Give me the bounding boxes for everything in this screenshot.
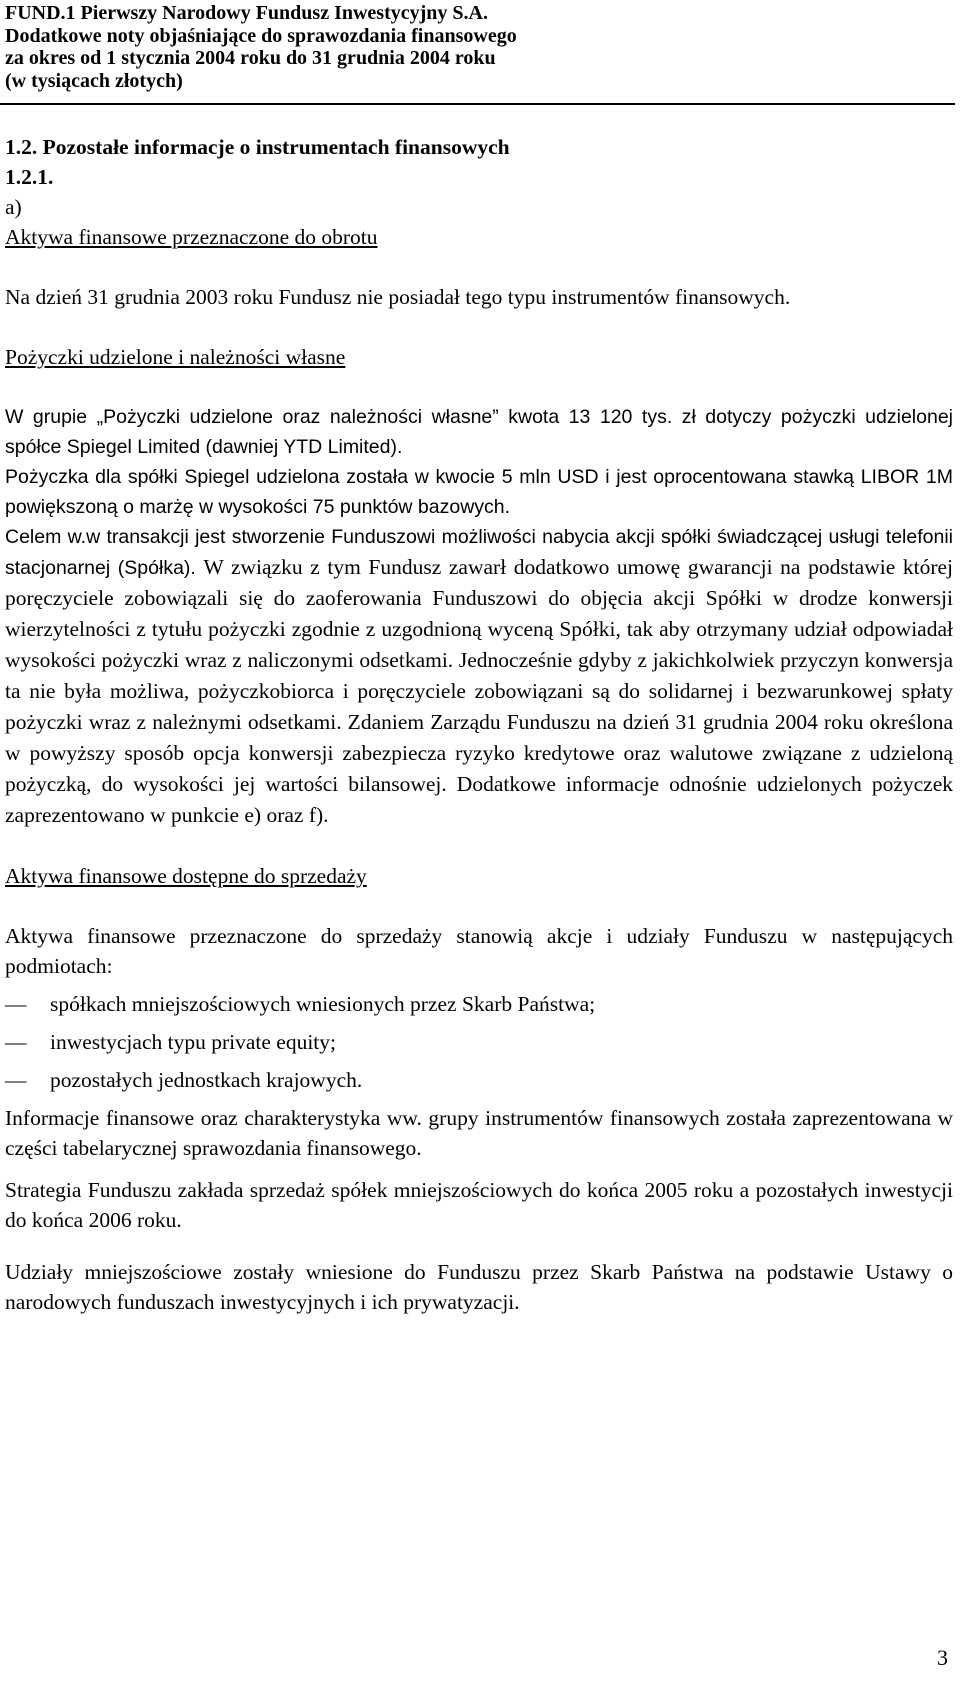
document-body [5,132,953,1317]
loans-paragraph-3 [5,522,953,831]
section-heading: 1.2. Pozostałe informacje o instrumentach finansowych [5,135,510,159]
trading-assets-text: Na dzień 31 grudnia 2003 roku Fundusz nie posiadał tego typu instrumentów finansowych. [5,285,791,309]
list-item [5,1027,953,1057]
afs-intro: Aktywa finansowe przeznaczone do sprzedaży stanowią akcje i udziały Funduszu w następujących podmiotach: [5,924,953,978]
loans-paragraph-2: Pożyczka dla spółki Spiegel udzielona została w kwocie 5 mln USD i jest oprocentowana stawką LIBOR 1M powiększoną o marżę w wysokości 75 punktów bazowych. [5,466,953,518]
header-units: (w tysiącach złotych) [5,69,183,92]
document-header [5,2,955,92]
header-company: FUND.1 Pierwszy Narodowy Fundusz Inwestycyjny S.A. [5,2,488,24]
afs-shares-paragraph: Udziały mniejszościowe zostały wniesione do Funduszu przez Skarb Państwa na podstawie Ustawy o narodowych funduszach inwestycyjnych i ich prywatyzacji. [5,1260,953,1314]
dash-bullet-icon: — [5,992,27,1016]
loans-paragraph-3b: W związku z tym Fundusz zawarł dodatkowo umowę gwarancji na podstawie której poręczyciele zobowiązali się do zaoferowania Funduszowi do objęcia akcji Spółki w drodze konwersji wierzytelności z tytułu pożyczki zgodnie z uzgodnioną wyceną Spółki, tak aby otrzymany udział odpowiadał wysokości pożyczki wraz z naliczonymi odsetkami. Jednocześnie gdyby z jakichkolwiek przyczyn konwersja ta nie była możliwa, pożyczkobiorca i poręczyciele zobowiązani są do solidarnej i bezwarunkowej spłaty pożyczki wraz z należnymi odsetkami. Zdaniem Zarządu Funduszu na dzień 31 grudnia 2004 roku określona w powyższy sposób opcja konwersji zabezpiecza ryzyko kredytowe oraz walutowe związane z udzieloną pożyczką, do wysokości jej wartości bilansowej. Dodatkowe informacje odnośnie udzielonych pożyczek zaprezentowano w punkcie e) oraz f). [5,555,953,827]
loans-paragraph-1: W grupie „Pożyczki udzielone oraz należności własne” kwota 13 120 tys. zł dotyczy pożyczki udzielonej spółce Spiegel Limited (dawniej YTD Limited). [5,406,953,458]
trading-assets-title: Aktywa finansowe przeznaczone do obrotu [5,225,378,249]
loans-title: Pożyczki udzielone i należności własne [5,345,346,369]
list-item [5,989,953,1019]
subsection-number: 1.2.1. [5,165,54,189]
dash-bullet-icon: — [5,1068,27,1092]
subsection-letter: a) [5,195,22,219]
afs-info-paragraph: Informacje finansowe oraz charakterystyka ww. grupy instrumentów finansowych została zaprezentowana w części tabelarycznej sprawozdania finansowego. [5,1106,953,1160]
loans-section [5,402,953,831]
list-item [5,1065,953,1095]
header-doc-title: Dodatkowe noty objaśniające do sprawozdania finansowego [5,24,517,47]
header-period: za okres od 1 stycznia 2004 roku do 31 grudnia 2004 roku [5,47,496,69]
list-item-text: pozostałych jednostkach krajowych. [50,1068,363,1092]
afs-strategy-paragraph: Strategia Funduszu zakłada sprzedaż spółek mniejszościowych do końca 2005 roku a pozostałych inwestycji do końca 2006 roku. [5,1178,953,1232]
afs-title: Aktywa finansowe dostępne do sprzedaży [5,864,367,888]
loans-paragraph-3a: Celem w.w transakcji jest stworzenie Funduszowi możliwości nabycia akcji spółki świadczącej usługi telefonii stacjonarnej (Spółka). [5,526,953,579]
page-number: 3 [937,1645,948,1670]
header-divider [0,103,955,105]
list-item-text: inwestycjach typu private equity; [50,1030,336,1054]
list-item-text: spółkach mniejszościowych wniesionych przez Skarb Państwa; [50,992,596,1016]
afs-list [5,989,953,1095]
dash-bullet-icon: — [5,1030,27,1054]
